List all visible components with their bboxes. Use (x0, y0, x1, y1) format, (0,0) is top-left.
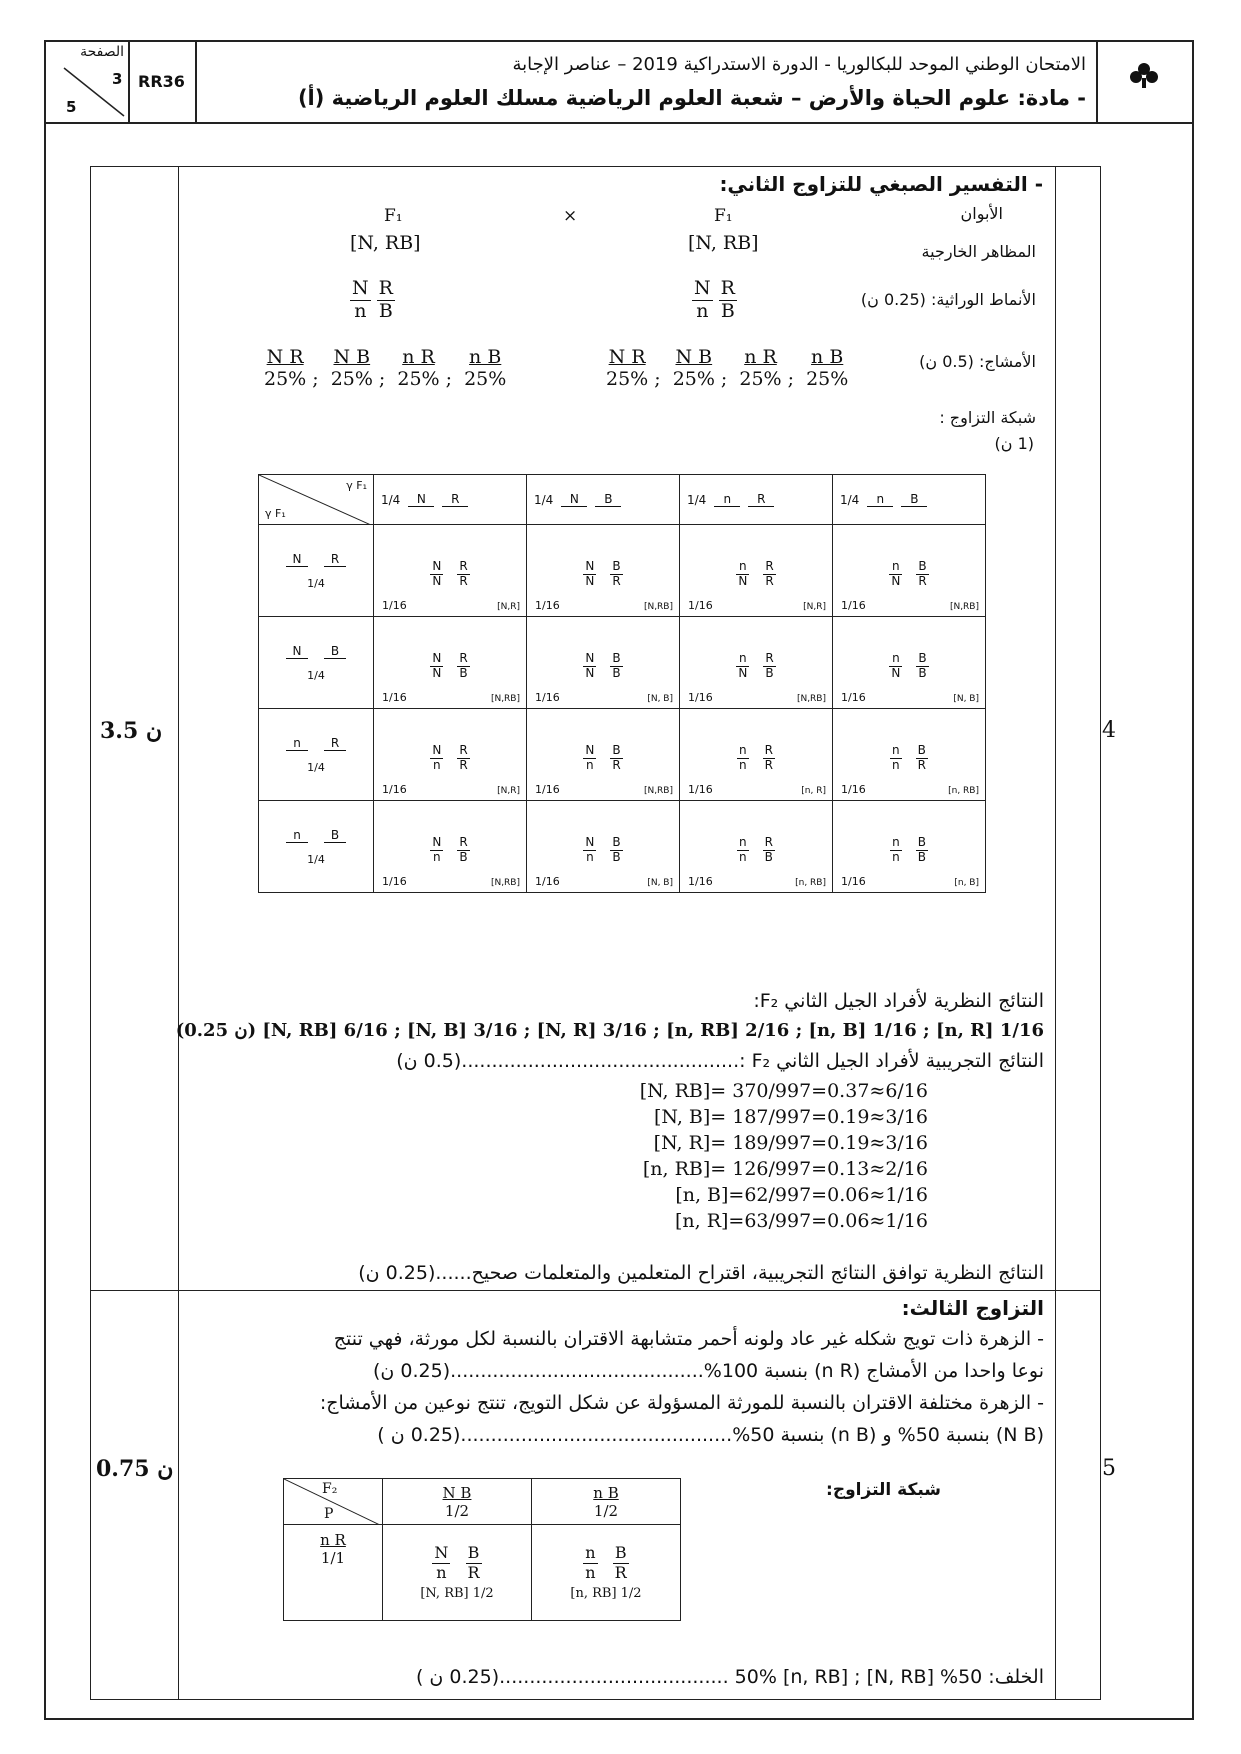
exp-result-line: [N, RB]= 370/997=0.37≈6/16 (639, 1080, 928, 1102)
q5-col-header: N B 1/2 (383, 1479, 532, 1525)
genotype-right: $\frac{N}{n}$ $\frac{R}{B}$ (694, 277, 735, 322)
q5-score: ن 0.75 (96, 1456, 174, 1482)
q5-offspring: الخلف: 50% [N, RB] ; [n, RB] 50% ......................................(0.25 ن ) (415, 1666, 1044, 1688)
header-vline-3 (1096, 40, 1098, 122)
punnett-cell: $\frac{n}{N}$ $\frac{B}{R}$ 1/16 [N,RB] (833, 525, 986, 617)
gametes-label: الأمشاج: (0.5 ن) (919, 352, 1036, 371)
parent-left-pheno: [N, RB] (350, 232, 421, 254)
phenotypes-label: المظاهر الخارجية (921, 242, 1036, 261)
exp-result-line: [n, RB]= 126/997=0.13≈2/16 (642, 1158, 928, 1180)
q5-p4: (N B) بنسبة 50% و (n B) بنسبة 50%.............................................(0.25 ن ) (377, 1424, 1044, 1446)
q5-p1: - الزهرة ذات تويج شكله غير عاد ولونه أحمر متشابهة الاقتران بالنسبة لكل مورثة، فهي تنتج (333, 1328, 1044, 1350)
punnett-cell: $\frac{N}{N}$ $\frac{B}{R}$ 1/16 [N,RB] (527, 525, 680, 617)
punnett-row-header: n B 1/4 (259, 801, 374, 893)
ministry-logo-icon (1128, 60, 1160, 90)
exp-result-line: [n, B]=62/997=0.06≈1/16 (675, 1184, 928, 1206)
punnett-cell: $\frac{n}{N}$ $\frac{B}{B}$ 1/16 [N, B] (833, 617, 986, 709)
answer-table (90, 166, 1101, 1700)
header-vline-2 (195, 40, 197, 122)
header-divider (44, 122, 1194, 124)
punnett-cell: $\frac{N}{n}$ $\frac{R}{R}$ 1/16 [N,R] (374, 709, 527, 801)
page-total: 5 (66, 98, 77, 116)
q5-grid (283, 1478, 681, 1621)
gamete: N B (333, 346, 371, 368)
gamete: N R (266, 346, 304, 368)
punnett-cell: $\frac{n}{n}$ $\frac{R}{B}$ 1/16 [n, RB] (680, 801, 833, 893)
exp-result-line: [N, R]= 189/997=0.19≈3/16 (653, 1132, 928, 1154)
punnett-col-header: 1/4 n R (680, 475, 833, 525)
punnett-row-header: N B 1/4 (259, 617, 374, 709)
q5-p2: نوعا واحدا من الأمشاج (n R) بنسبة 100%..........................................(0.25 ن) (373, 1360, 1044, 1382)
q5-grid-corner: F₂ P (284, 1479, 383, 1525)
q5-grid-label: شبكة التزاوج: (826, 1480, 941, 1500)
parent-right-f1: F₁ (714, 206, 733, 226)
punnett-row-header: n R 1/4 (259, 709, 374, 801)
exp-result-line: [N, B]= 187/997=0.19≈3/16 (654, 1106, 928, 1128)
theory-label: النتائج النظرية لأفراد الجيل الثاني F₂: (753, 990, 1044, 1012)
punnett-cell: $\frac{n}{n}$ $\frac{B}{B}$ 1/16 [n, B] (833, 801, 986, 893)
q5-cell: $\frac{N}{n}$ $\frac{B}{R}$ [N, RB] 1/2 (383, 1525, 532, 1621)
gametes-right: $\frac{\text{N R}}{25\%}$ ; $\frac{\text{N B}}{25\%}$ ; $\frac{\text{n R}}{25\%}$ ; $\frac{\text{n B}}{25\%}$ (606, 346, 849, 390)
q5-row-header: n R 1/1 (284, 1525, 383, 1621)
conclusion: النتائج النظرية توافق النتائج التجريبية، اقتراح المتعلمين والمتعلمات صحيح......(0.25 ن) (358, 1262, 1044, 1284)
parents-label: الأبوان (960, 204, 1003, 223)
header-subject: - مادة: علوم الحياة والأرض – شعبة العلوم الرياضية مسلك العلوم الرياضية (أ) (297, 86, 1086, 110)
number-column-divider (1055, 166, 1056, 1700)
q4-title: - التفسير الصبغي للتزاوج الثاني: (719, 172, 1043, 196)
punnett-cell: $\frac{N}{n}$ $\frac{R}{B}$ 1/16 [N,RB] (374, 801, 527, 893)
parent-left-f1: F₁ (384, 206, 403, 226)
page-number: 3 (112, 70, 123, 88)
gamete: n R (402, 346, 435, 368)
punnett-square (258, 474, 986, 893)
theory-results: (0.25 ن) [N, RB] 6/16 ; [N, B] 3/16 ; [N, R] 3/16 ; [n, RB] 2/16 ; [n, B] 1/16 ; [n, R] 1/16 (175, 1020, 1044, 1041)
page-label: الصفحة (80, 44, 124, 60)
score-column-divider (178, 166, 179, 1700)
punnett-cell: $\frac{n}{n}$ $\frac{R}{R}$ 1/16 [n, R] (680, 709, 833, 801)
punnett-cell: $\frac{N}{N}$ $\frac{R}{R}$ 1/16 [N,R] (374, 525, 527, 617)
parent-right-pheno: [N, RB] (688, 232, 759, 254)
punnett-col-header: 1/4 N B (527, 475, 680, 525)
punnett-cell: $\frac{n}{N}$ $\frac{R}{R}$ 1/16 [N,R] (680, 525, 833, 617)
q5-title: التزاوج الثالث: (901, 1296, 1044, 1320)
gamete: N B (675, 346, 713, 368)
row-divider (90, 1290, 1101, 1291)
exp-label: النتائج التجريبية لأفراد الجيل الثاني F₂ :..............................................(0.5 ن) (396, 1050, 1044, 1072)
genotype-left: $\frac{N}{n}$ $\frac{R}{B}$ (352, 277, 393, 322)
header-vline-1 (128, 40, 130, 122)
q5-col-header: n B 1/2 (532, 1479, 681, 1525)
punnett-col-header: 1/4 n B (833, 475, 986, 525)
punnett-cell: $\frac{N}{n}$ $\frac{B}{R}$ 1/16 [N,RB] (527, 709, 680, 801)
punnett-corner: γ F₁ γ F₁ (259, 475, 374, 525)
header-title: الامتحان الوطني الموحد للبكالوريا - الدورة الاستدراكية 2019 – عناصر الإجابة (512, 54, 1086, 75)
punnett-cell: $\frac{n}{n}$ $\frac{B}{R}$ 1/16 [n, RB] (833, 709, 986, 801)
exam-code: RR36 (138, 72, 185, 91)
gamete: N R (608, 346, 646, 368)
cross-sign: × (563, 206, 578, 226)
punnett-cell: $\frac{N}{N}$ $\frac{B}{B}$ 1/16 [N, B] (527, 617, 680, 709)
q5-p3: - الزهرة مختلفة الاقتران بالنسبة للمورثة المسؤولة عن شكل التويج، تنتج نوعين من الأمشاج: (319, 1392, 1044, 1414)
punnett-cell: $\frac{n}{N}$ $\frac{R}{B}$ 1/16 [N,RB] (680, 617, 833, 709)
gamete: n B (811, 346, 844, 368)
grid-score: (1 ن) (994, 434, 1034, 453)
grid-label: شبكة التزاوج : (939, 408, 1036, 427)
punnett-row-header: N R 1/4 (259, 525, 374, 617)
gamete: n B (469, 346, 502, 368)
q5-cell: $\frac{n}{n}$ $\frac{B}{R}$ [n, RB] 1/2 (532, 1525, 681, 1621)
punnett-cell: $\frac{N}{N}$ $\frac{R}{B}$ 1/16 [N,RB] (374, 617, 527, 709)
punnett-col-header: 1/4 N R (374, 475, 527, 525)
exp-result-line: [n, R]=63/997=0.06≈1/16 (674, 1210, 928, 1232)
gamete: n R (744, 346, 777, 368)
q4-score: ن 3.5 (100, 718, 163, 744)
q5-number: 5 (1102, 1456, 1116, 1481)
punnett-cell: $\frac{N}{n}$ $\frac{B}{B}$ 1/16 [N, B] (527, 801, 680, 893)
q4-number: 4 (1102, 718, 1116, 743)
genotypes-label: الأنماط الوراثية: (0.25 ن) (860, 290, 1036, 309)
gametes-left: $\frac{\text{N R}}{25\%}$ ; $\frac{\text{N B}}{25\%}$ ; $\frac{\text{n R}}{25\%}$ ; $\frac{\text{n B}}{25\%}$ (264, 346, 507, 390)
